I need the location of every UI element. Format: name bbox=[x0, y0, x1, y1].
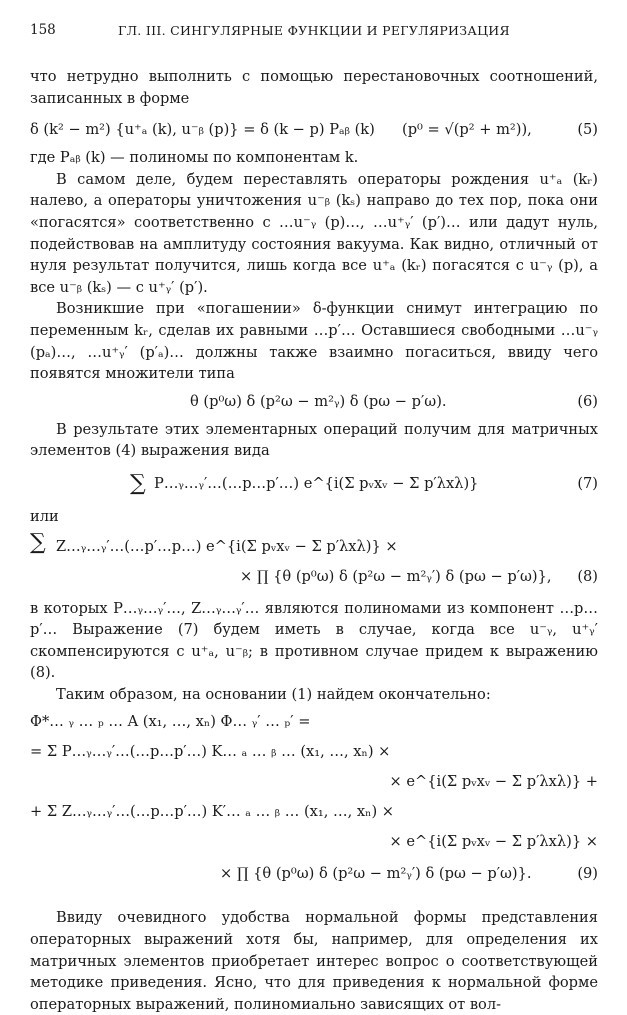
equation-9-number: (9) bbox=[577, 865, 598, 883]
paragraph-8: Ввиду очевидного удобства нормальной формы представления операторных выражений хотя бы, например, для определения их матричных элементов приобретает интерес вопрос о соответствующей методике приведения. Ясно, что для приведения к нормальной форме операторных выражений, полиномиально зависящих от вол- bbox=[30, 909, 598, 1013]
chapter-title: ГЛ. III. СИНГУЛЯРНЫЕ ФУНКЦИИ И РЕГУЛЯРИЗАЦИЯ bbox=[118, 23, 510, 38]
paragraph-6: в которых P…ᵧ…ᵧ′…, Z…ᵧ…ᵧ′… являются полиномами из компонент …p…p′… Выражение (7) будем иметь в случае, когда все u⁻ᵧ, u⁺ᵧ′ скомпенсируются с u⁺ₐ, u⁻ᵦ; в противном случае придем к выражению (8). bbox=[30, 599, 598, 682]
paragraph-2: где Pₐᵦ (k) — полиномы по компонентам k. bbox=[30, 149, 359, 167]
equation-5-condition: (p⁰ = √(p² + m²)), bbox=[402, 121, 532, 139]
equation-5 bbox=[30, 113, 598, 147]
equation-5-number: (5) bbox=[577, 121, 598, 139]
equation-8-line-1: Z…ᵧ…ᵧ′…(…p′…p…) e^{i(Σ pᵥxᵥ − Σ p′λxλ)} × bbox=[56, 537, 398, 555]
equation-7-expression: P…ᵧ…ᵧ′…(…p…p′…) e^{i(Σ pᵥxᵥ − Σ p′λxλ)} bbox=[154, 474, 479, 492]
equation-6 bbox=[30, 385, 598, 419]
equation-8-line-2: × ∏ {θ (p⁰ω) δ (p²ω − m²ᵧ′) δ (pω − p′ω)}, bbox=[240, 567, 552, 585]
paragraph-7: Таким образом, на основании (1) найдем окончательно: bbox=[56, 685, 491, 703]
equation-9-line-5: × e^{i(Σ pᵥxᵥ − Σ p′λxλ)} × bbox=[389, 833, 598, 851]
paragraph-3: В самом деле, будем переставлять операторы рождения u⁺ₐ (kᵣ) налево, а операторы уничтожения u⁻ᵦ (kₛ) направо до тех пор, пока они «погасятся» соответственно с …u⁻ᵧ (p)…, …u⁺ᵧ′ (p′)… или дадут нуль, подействовав на амплитуду состояния вакуума. Как видно, отличный от нуля результат получится, лишь когда все u⁺ₐ (kᵣ) погасятся с u⁻ᵧ (p), а все u⁻ᵦ (kₛ) — с u⁺ᵧ′ (p′). bbox=[30, 170, 598, 296]
equation-9-line-3: × e^{i(Σ pᵥxᵥ − Σ p′λxλ)} + bbox=[389, 773, 598, 791]
equation-9-line-2: = Σ P…ᵧ…ᵧ′…(…p…p′…) K… ₐ … ᵦ … (x₁, …, xₙ) × bbox=[30, 743, 391, 761]
equation-9 bbox=[30, 705, 598, 897]
running-header bbox=[30, 22, 598, 46]
paragraph-5: В результате этих элементарных операций получим для матричных элементов (4) выражения вида bbox=[30, 420, 598, 460]
equation-9-line-1: Φ*… ᵧ … ₚ … A (x₁, …, xₙ) Φ… ᵧ′ … ₚ′ = bbox=[30, 713, 311, 731]
equation-8-number: (8) bbox=[577, 567, 598, 585]
paragraph-4: Возникшие при «погашении» δ-функции снимут интеграцию по переменным kᵣ, сделав их равными …p′… Оставшиеся свободными …u⁻ᵧ (pₐ)…, …u⁺ᵧ′ (p′ₐ)… должны также взаимно погаситься, ввиду чего появятся множители типа bbox=[30, 300, 598, 383]
equation-9-line-4: + Σ Z…ᵧ…ᵧ′…(…p…p′…) K′… ₐ … ᵦ … (x₁, …, xₙ) × bbox=[30, 803, 395, 821]
paragraph-1: что нетрудно выполнить с помощью перестановочных соотношений, записанных в форме bbox=[30, 68, 598, 107]
equation-6-number: (6) bbox=[577, 392, 598, 410]
page-number: 158 bbox=[30, 22, 56, 38]
equation-8 bbox=[30, 528, 598, 594]
book-page bbox=[30, 22, 598, 1015]
equation-7 bbox=[30, 462, 598, 506]
equation-7-number: (7) bbox=[577, 474, 598, 492]
equation-6-expression: θ (p⁰ω) δ (p²ω − m²ᵧ) δ (pω − p′ω). bbox=[190, 392, 447, 410]
equation-5-lhs: δ (k² − m²) {u⁺ₐ (k), u⁻ᵦ (p)} = δ (k − p) Pₐᵦ (k) bbox=[30, 121, 375, 139]
sum-symbol: ∑ bbox=[130, 470, 146, 496]
or-word: или bbox=[30, 507, 59, 525]
equation-9-line-6: × ∏ {θ (p⁰ω) δ (p²ω − m²ᵧ′) δ (pω − p′ω)}. bbox=[220, 865, 532, 883]
sum-symbol: ∑ bbox=[30, 529, 46, 555]
